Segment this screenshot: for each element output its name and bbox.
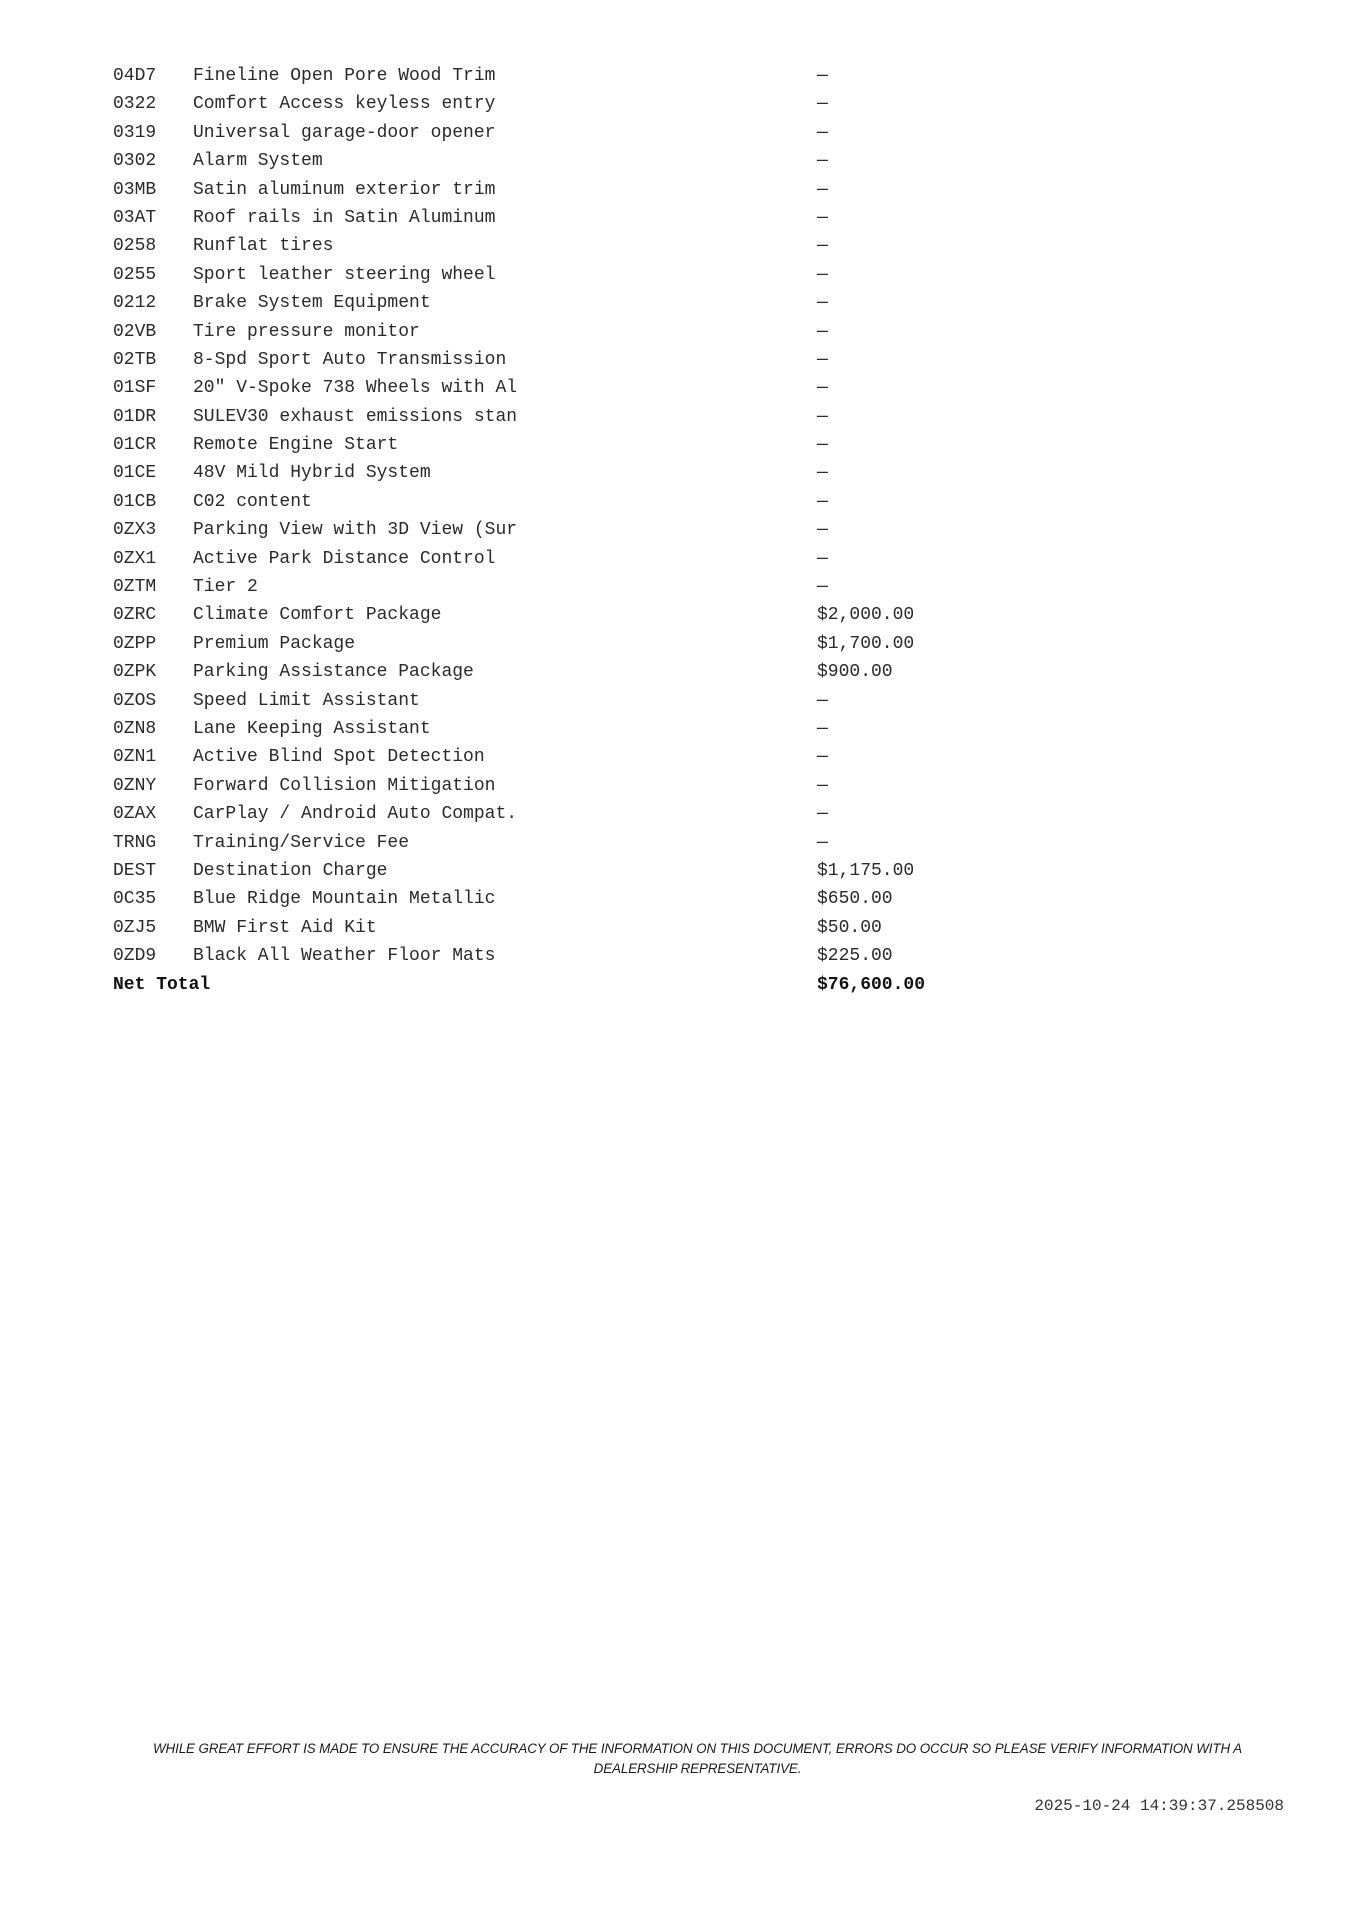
line-item-row bbox=[113, 176, 1013, 204]
line-item-row bbox=[113, 601, 1013, 629]
option-price: — bbox=[817, 747, 828, 768]
option-price: — bbox=[817, 463, 828, 484]
print-timestamp: 2025-10-24 14:39:37.258508 bbox=[1034, 1797, 1284, 1815]
option-code: 0ZX3 bbox=[113, 520, 157, 541]
option-code: 0ZX1 bbox=[113, 548, 157, 569]
option-price: — bbox=[817, 406, 828, 427]
option-code: 01SF bbox=[113, 378, 157, 399]
option-code: 02TB bbox=[113, 349, 157, 370]
option-price: — bbox=[817, 491, 828, 512]
option-code: 0ZJ5 bbox=[113, 917, 157, 938]
option-price: $2,000.00 bbox=[817, 605, 915, 626]
option-description: Roof rails in Satin Aluminum bbox=[193, 207, 496, 228]
option-price: — bbox=[817, 236, 828, 257]
line-item-row bbox=[113, 829, 1013, 857]
line-item-row bbox=[113, 488, 1013, 516]
option-code: 0ZPK bbox=[113, 662, 157, 683]
option-price: — bbox=[817, 179, 828, 200]
line-items-list bbox=[113, 62, 1013, 999]
option-price: — bbox=[817, 207, 828, 228]
line-item-row bbox=[113, 374, 1013, 402]
option-code: 0258 bbox=[113, 236, 157, 257]
option-description: C02 content bbox=[193, 491, 312, 512]
option-code: 01CE bbox=[113, 463, 157, 484]
option-description: Fineline Open Pore Wood Trim bbox=[193, 66, 496, 86]
option-description: Training/Service Fee bbox=[193, 832, 410, 853]
option-price: — bbox=[817, 122, 828, 143]
option-price: $1,175.00 bbox=[817, 860, 915, 881]
option-description: Alarm System bbox=[193, 151, 323, 172]
option-price: — bbox=[817, 151, 828, 172]
option-price: — bbox=[817, 832, 828, 853]
option-code: 01CR bbox=[113, 435, 157, 456]
option-price: — bbox=[817, 718, 828, 739]
line-item-row bbox=[113, 630, 1013, 658]
option-code: 0ZN8 bbox=[113, 718, 157, 739]
option-code: 0255 bbox=[113, 264, 157, 285]
line-item-row bbox=[113, 715, 1013, 743]
option-code: 03AT bbox=[113, 207, 157, 228]
option-code: 02VB bbox=[113, 321, 157, 342]
line-item-row bbox=[113, 914, 1013, 942]
option-description: Remote Engine Start bbox=[193, 435, 399, 456]
option-code: 0322 bbox=[113, 94, 157, 115]
option-price: — bbox=[817, 264, 828, 285]
option-description: Tier 2 bbox=[193, 577, 258, 598]
line-item-row bbox=[113, 232, 1013, 260]
option-price: $1,700.00 bbox=[817, 633, 915, 654]
option-code: DEST bbox=[113, 860, 157, 881]
option-description: Parking View with 3D View (Sur bbox=[193, 520, 518, 541]
option-description: Satin aluminum exterior trim bbox=[193, 179, 496, 200]
line-item-row bbox=[113, 459, 1013, 487]
option-description: Active Park Distance Control bbox=[193, 548, 496, 569]
option-code: 0ZD9 bbox=[113, 946, 157, 967]
option-price: $900.00 bbox=[817, 662, 893, 683]
option-description: SULEV30 exhaust emissions stan bbox=[193, 406, 518, 427]
line-item-row bbox=[113, 658, 1013, 686]
option-code: 01CB bbox=[113, 491, 157, 512]
disclaimer-text: WHILE GREAT EFFORT IS MADE TO ENSURE THE ACCURACY OF THE INFORMATION ON THIS DOCUMENT, ERRORS DO OCCUR SO PLEASE VERIFY INFORMATION WITH A DEALERSHIP REPRESENTATIVE. bbox=[152, 1741, 1243, 1776]
option-price: — bbox=[817, 94, 828, 115]
option-price: — bbox=[817, 435, 828, 456]
option-description: CarPlay / Android Auto Compat. bbox=[193, 804, 518, 825]
line-item-row bbox=[113, 772, 1013, 800]
option-description: 20" V-Spoke 738 Wheels with Al bbox=[193, 378, 518, 399]
option-price: $225.00 bbox=[817, 946, 893, 967]
option-price: — bbox=[817, 775, 828, 796]
option-price: — bbox=[817, 378, 828, 399]
line-item-row bbox=[113, 516, 1013, 544]
option-description: Brake System Equipment bbox=[193, 293, 431, 314]
option-code: 0ZN1 bbox=[113, 747, 157, 768]
option-code: 0319 bbox=[113, 122, 157, 143]
option-price: — bbox=[817, 66, 828, 86]
option-description: Comfort Access keyless entry bbox=[193, 94, 496, 115]
option-description: Universal garage-door opener bbox=[193, 122, 496, 143]
option-description: Black All Weather Floor Mats bbox=[193, 946, 496, 967]
line-item-row bbox=[113, 119, 1013, 147]
line-item-row bbox=[113, 687, 1013, 715]
option-description: 48V Mild Hybrid System bbox=[193, 463, 431, 484]
line-item-row bbox=[113, 289, 1013, 317]
option-description: Parking Assistance Package bbox=[193, 662, 474, 683]
line-item-row bbox=[113, 204, 1013, 232]
option-price: — bbox=[817, 548, 828, 569]
line-item-row bbox=[113, 261, 1013, 289]
option-code: 0ZOS bbox=[113, 690, 157, 711]
option-price: — bbox=[817, 577, 828, 598]
line-item-row bbox=[113, 62, 1013, 90]
line-item-row bbox=[113, 885, 1013, 913]
option-code: 0ZNY bbox=[113, 775, 157, 796]
line-item-row bbox=[113, 942, 1013, 970]
option-price: — bbox=[817, 690, 828, 711]
line-item-row bbox=[113, 743, 1013, 771]
line-item-row bbox=[113, 90, 1013, 118]
line-item-row bbox=[113, 318, 1013, 346]
option-code: 0302 bbox=[113, 151, 157, 172]
option-code: 0ZAX bbox=[113, 804, 157, 825]
option-code: 03MB bbox=[113, 179, 157, 200]
option-description: Sport leather steering wheel bbox=[193, 264, 496, 285]
option-price: $650.00 bbox=[817, 889, 893, 910]
option-description: Premium Package bbox=[193, 633, 356, 654]
option-code: 01DR bbox=[113, 406, 157, 427]
option-code: 0ZTM bbox=[113, 577, 157, 598]
option-description: Tire pressure monitor bbox=[193, 321, 420, 342]
option-code: 0ZPP bbox=[113, 633, 157, 654]
option-description: Forward Collision Mitigation bbox=[193, 775, 496, 796]
option-code: 0ZRC bbox=[113, 605, 157, 626]
net-total-amount: $76,600.00 bbox=[817, 974, 926, 995]
line-item-row bbox=[113, 545, 1013, 573]
option-description: BMW First Aid Kit bbox=[193, 917, 377, 938]
option-description: Climate Comfort Package bbox=[193, 605, 442, 626]
option-code: 04D7 bbox=[113, 66, 157, 86]
option-price: — bbox=[817, 520, 828, 541]
line-item-row bbox=[113, 431, 1013, 459]
option-description: Speed Limit Assistant bbox=[193, 690, 420, 711]
line-item-row bbox=[113, 573, 1013, 601]
option-price: — bbox=[817, 804, 828, 825]
option-code: 0212 bbox=[113, 293, 157, 314]
line-item-row bbox=[113, 857, 1013, 885]
line-item-row bbox=[113, 403, 1013, 431]
line-item-row bbox=[113, 346, 1013, 374]
option-price: — bbox=[817, 293, 828, 314]
option-description: Active Blind Spot Detection bbox=[193, 747, 485, 768]
option-description: Destination Charge bbox=[193, 860, 388, 881]
option-description: Blue Ridge Mountain Metallic bbox=[193, 889, 496, 910]
option-description: Runflat tires bbox=[193, 236, 334, 257]
line-item-row bbox=[113, 147, 1013, 175]
line-item-row bbox=[113, 800, 1013, 828]
option-price: $50.00 bbox=[817, 917, 882, 938]
option-description: 8-Spd Sport Auto Transmission bbox=[193, 349, 507, 370]
option-code: TRNG bbox=[113, 832, 157, 853]
option-description: Lane Keeping Assistant bbox=[193, 718, 431, 739]
option-code: 0C35 bbox=[113, 889, 157, 910]
option-price: — bbox=[817, 321, 828, 342]
option-price: — bbox=[817, 349, 828, 370]
net-total-row bbox=[113, 971, 1013, 999]
net-total-label: Net Total bbox=[113, 974, 211, 995]
